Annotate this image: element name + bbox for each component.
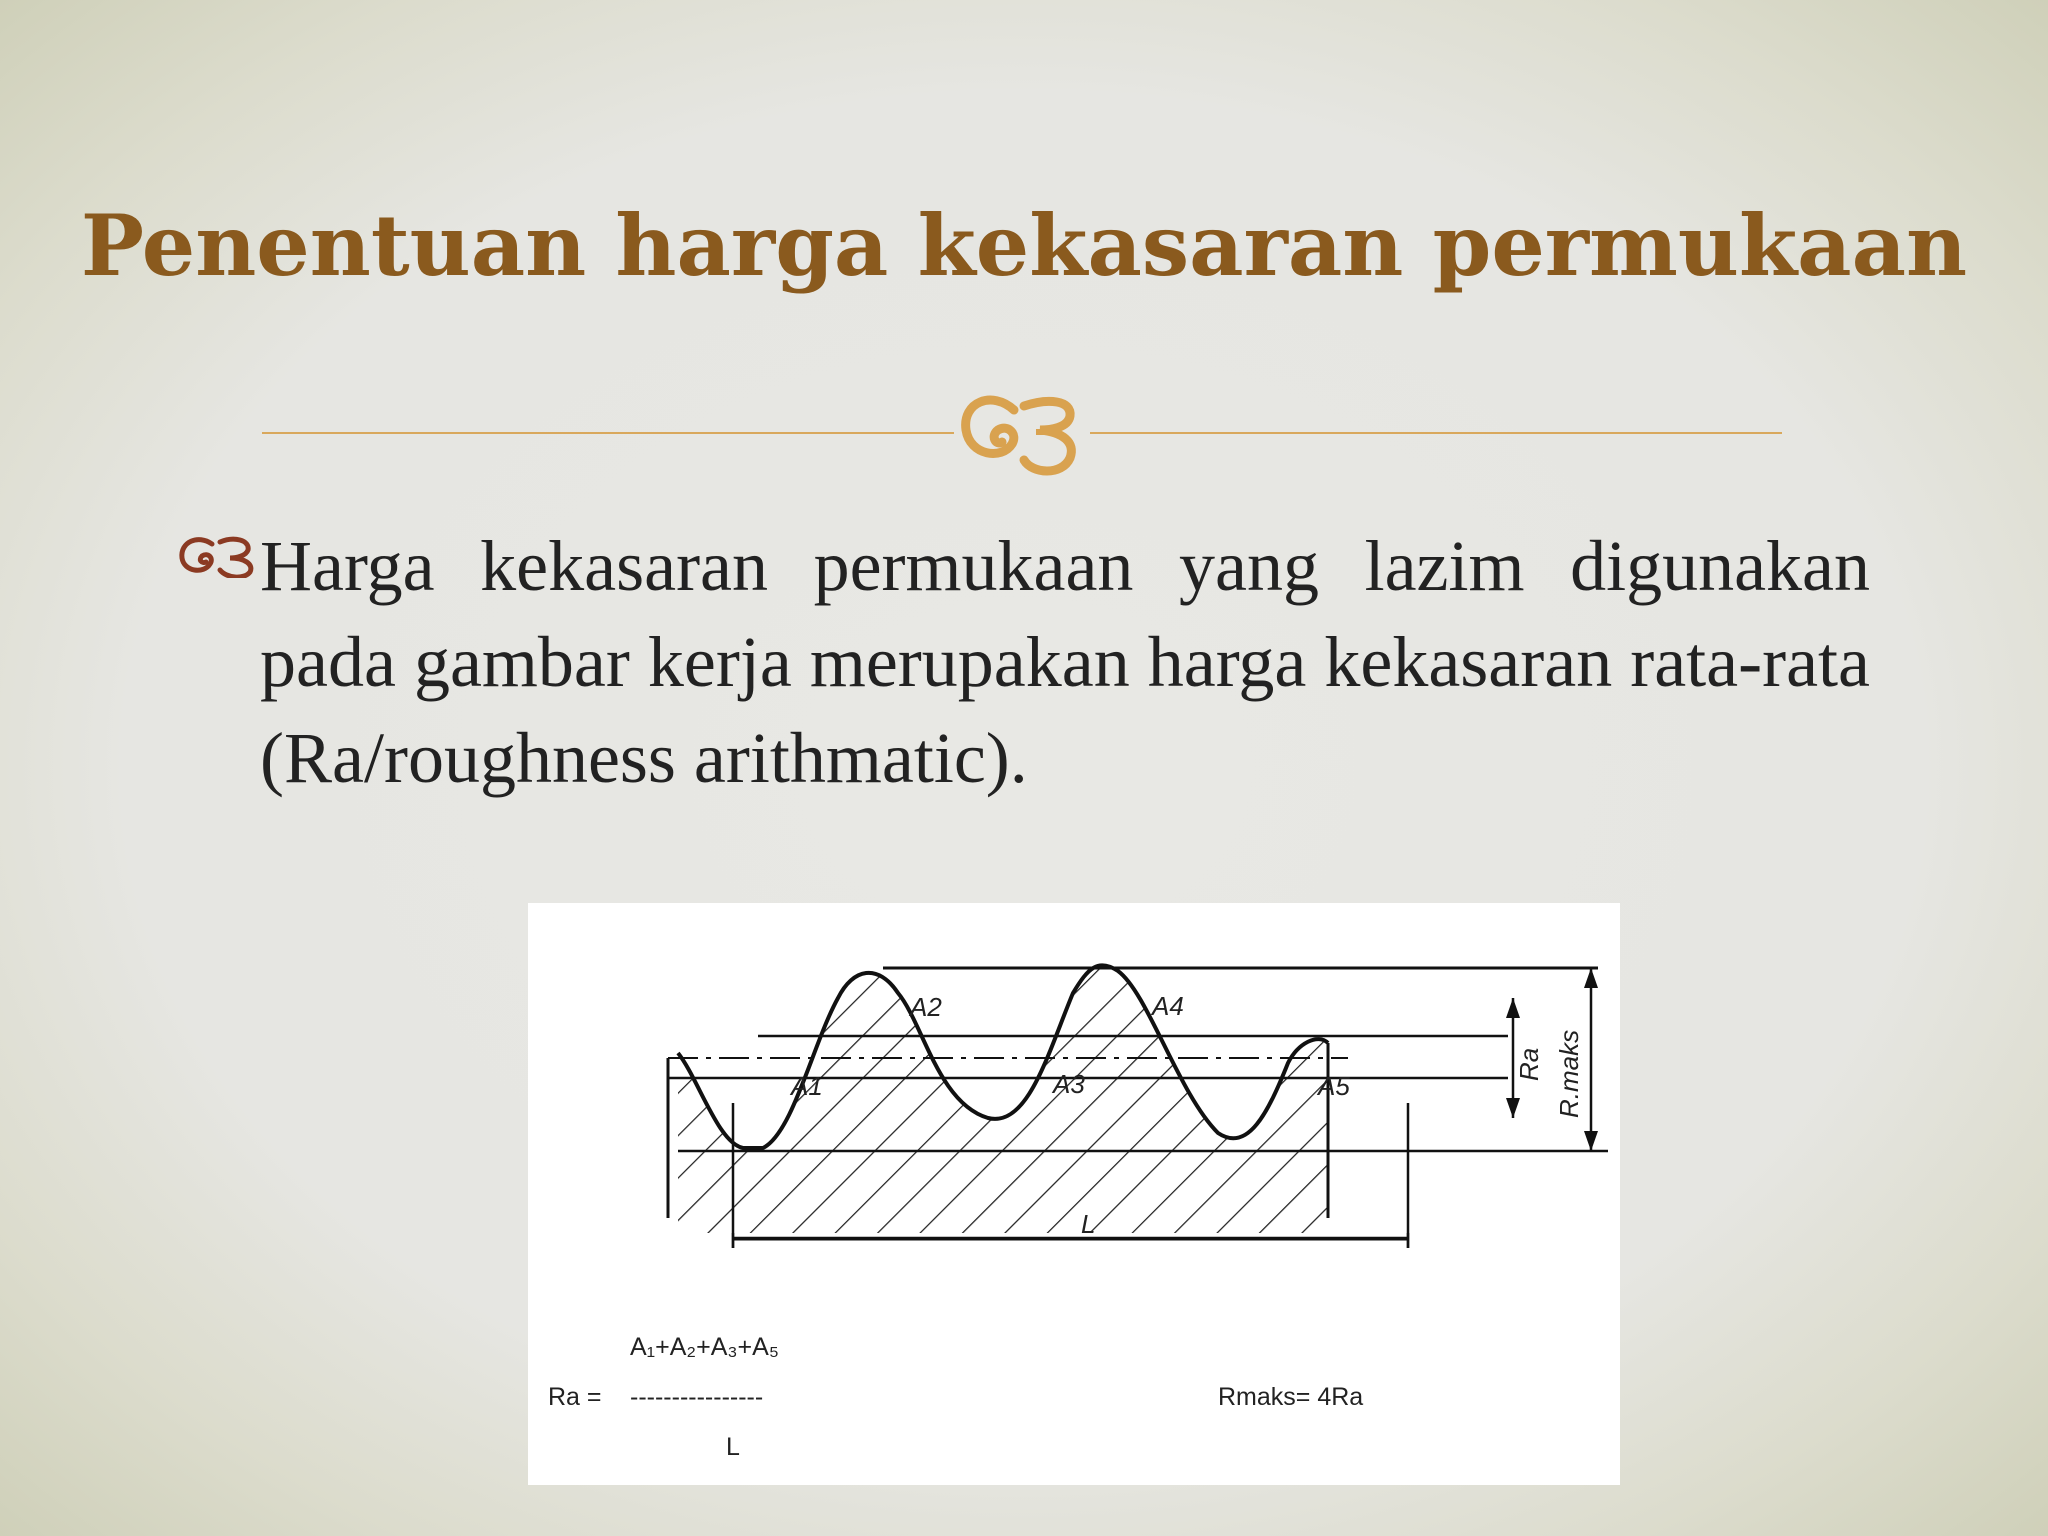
formula-denominator: L: [726, 1433, 740, 1461]
formula-numerator: A₁+A₂+A₃+A₅: [630, 1333, 779, 1361]
slide-title: Penentuan harga kekasaran permukaan: [80, 196, 1968, 295]
label-a4: A4: [1152, 991, 1184, 1021]
formula-fraction-bar: ----------------: [630, 1383, 764, 1411]
ornament-swirl-icon: [952, 380, 1092, 480]
formula-lhs: Ra =: [548, 1383, 602, 1411]
divider-line-right: [1090, 432, 1782, 434]
label-a5: A5: [1318, 1071, 1350, 1101]
hatched-material: [648, 943, 1368, 1263]
label-a2: A2: [910, 992, 942, 1022]
roughness-diagram: [528, 903, 1620, 1485]
swirl-bullet-icon: [176, 528, 260, 591]
label-a1: A1: [791, 1071, 823, 1101]
label-rmaks: R.maks: [1554, 1029, 1584, 1118]
formula-rmaks: Rmaks= 4Ra: [1218, 1383, 1364, 1411]
label-a3: A3: [1053, 1069, 1085, 1099]
body-paragraph: Harga kekasaran permukaan yang lazim digunakan pada gambar kerja merupakan harga kekasaran rata-rata (Ra/roughness arithmatic).: [260, 526, 1870, 798]
label-ra: Ra: [1514, 1047, 1544, 1081]
divider-line-left: [262, 432, 954, 434]
label-length: L: [1081, 1209, 1096, 1239]
